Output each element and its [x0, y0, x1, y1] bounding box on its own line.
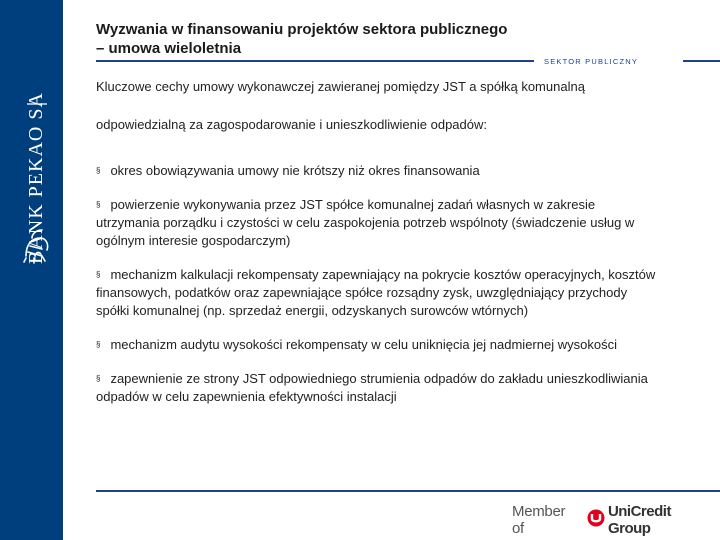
bullet-text: powierzenie wykonywania przez JST spółce komunalnej zadań własnych w zakresie utrzymania porządku i czystości w celu zaspokojenia potrzeb wspólnoty (świadczenie usług w ogólnym interesie gospodarczym) [96, 197, 635, 248]
intro-line-1: Kluczowe cechy umowy wykonawczej zawieranej pomiędzy JST a spółką komunalną [96, 79, 585, 94]
header-divider-right [683, 60, 720, 62]
footer-branding [512, 503, 717, 537]
sidebar [0, 0, 63, 540]
bullet-text: mechanizm kalkulacji rekompensaty zapewniający na pokrycie kosztów operacyjnych, kosztów finansowych, podatków oraz zapewniające spółce rozsądny zysk, uwzględniający przychody spółki komunalnej (np. sprzedaż energii, odzyskanych surowców wtórnych) [96, 267, 656, 318]
unicredit-logo-icon [587, 509, 605, 531]
bullet-text: mechanizm audytu wysokości rekompensaty w celu uniknięcia jej nadmiernej wysokości [110, 337, 617, 352]
title-line-2: – umowa wieloletnia [96, 40, 242, 57]
member-of-text: Member of [512, 503, 566, 537]
bullet-marker-icon: § [96, 374, 101, 383]
bullet-text: zapewnienie ze strony JST odpowiedniego strumienia odpadów do zakładu unieszkodliwiania odpadów w celu zapewnienia efektywności instalacji [96, 371, 648, 404]
bullet-marker-icon: § [96, 270, 101, 279]
bullet-item [96, 162, 656, 180]
page-title [96, 20, 556, 58]
bullet-item [96, 370, 656, 406]
intro-text [96, 78, 656, 134]
bullet-list [96, 162, 656, 406]
bullet-marker-icon: § [96, 340, 101, 349]
bank-name-text: BANK PEKAO SA [25, 92, 47, 264]
bullet-item [96, 336, 656, 354]
main-content [96, 78, 656, 422]
title-line-1: Wyzwania w finansowaniu projektów sektora publicznego [96, 21, 508, 38]
bullet-text: okres obowiązywania umowy nie krótszy niż okres finansowania [110, 163, 480, 178]
header-divider-left [96, 60, 534, 62]
bullet-item [96, 266, 656, 320]
bank-logo [12, 18, 52, 268]
intro-line-2: odpowiedzialną za zagospodarowanie i unieszkodliwienie odpadów: [96, 117, 487, 132]
footer-divider [96, 490, 720, 492]
bullet-marker-icon: § [96, 166, 101, 175]
unicredit-group-text: UniCredit Group [607, 503, 671, 537]
bank-logo-graphic [12, 18, 52, 268]
bullet-marker-icon: § [96, 200, 101, 209]
section-label: SEKTOR PUBLICZNY [544, 57, 639, 66]
bullet-item [96, 196, 656, 250]
